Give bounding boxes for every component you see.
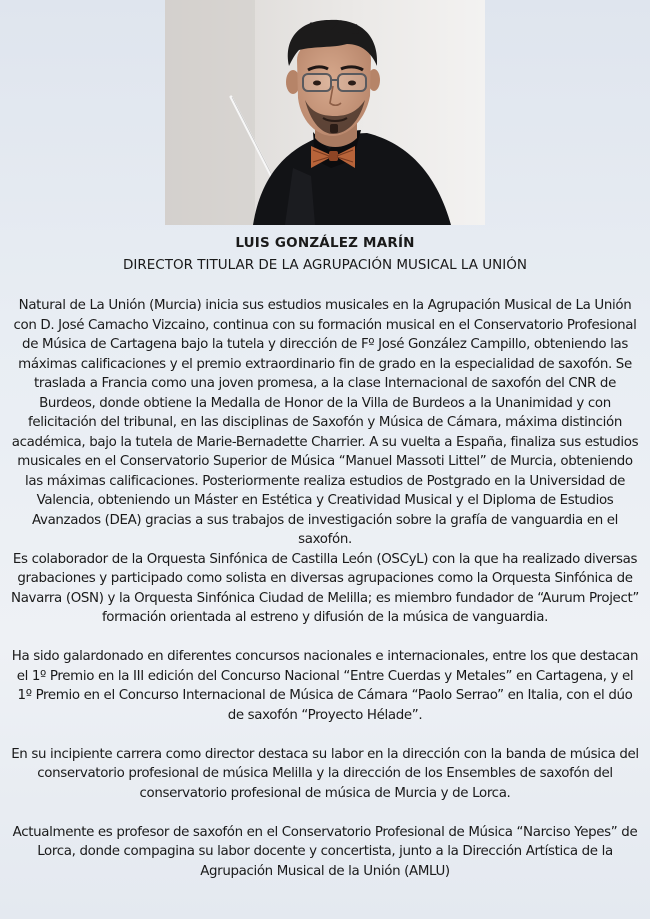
portrait-icon [165,0,485,225]
person-name: LUIS GONZÁLEZ MARÍN [235,235,415,251]
bio-paragraph-current: Actualmente es profesor de saxofón en el Conservatorio Profesional de Música “Narciso Yepes” de Lorca, donde compagina su labor docente y concertista, junto a la Dirección Artística de la Agrupación Musical de la Unión (AMLU) [12,824,638,879]
biography [8,296,642,881]
bio-paragraph-conducting: En su incipiente carrera como director destaca su labor en la dirección con la banda de música del conservatorio profesional de música Melilla y la dirección de los Ensembles de saxofón del conservatorio profesional de música de Murcia y de Lorca. [11,746,639,801]
conductor-photo [165,0,485,225]
person-title: DIRECTOR TITULAR DE LA AGRUPACIÓN MUSICAL LA UNIÓN [123,257,527,273]
bio-paragraph-awards: Ha sido galardonado en diferentes concursos nacionales e internacionales, entre los que destacan el 1º Premio en la III edición del Concurso Nacional “Entre Cuerdas y Metales” en Cartagena, y el 1º Premio en el Concurso Internacional de Música de Cámara “Paolo Serrao” en Italia, con el dúo de saxofón “Proyecto Hélade”. [11,649,639,723]
bio-paragraph-collaborations: Es colaborador de la Orquesta Sinfónica de Castilla León (OSCyL) con la que ha realizado diversas grabaciones y participado como solista en diversas agrupaciones como la Orquesta Sinfónica de Navarra (OSN) y la Orquesta Sinfónica Ciudad de Melilla; es miembro fundador de “Aurum Project” formación orientada al estreno y difusión de la música de vanguardia. [11,551,639,625]
bio-paragraph-studies: Natural de La Unión (Murcia) inicia sus estudios musicales en la Agrupación Musical de La Unión con D. José Camacho Vizcaino, continua con su formación musical en el Conservatorio Profesional de Música de Cartagena bajo la tutela y dirección de Fº José González Campillo, obteniendo las máximas calificaciones y el premio extraordinario fin de grado en la especialidad de saxofón. Se traslada a Francia como una joven promesa, a la clase Internacional de saxofón del CNR de Burdeos, donde obtiene la Medalla de Honor de la Villa de Burdeos a la Unanimidad y con felicitación del tribunal, en las disciplinas de Saxofón y Música de Cámara, máxima distinción académica, bajo la tutela de Marie-Bernadette Charrier. A su vuelta a España, finaliza sus estudios musicales en el Conservatorio Superior de Música “Manuel Massoti Littel” de Murcia, obteniendo las máximas calificaciones. Posteriormente realiza estudios de Postgrado en la Universidad de Valencia, obteniendo un Máster en Estética y Creatividad Musical y el Diploma de Estudios Avanzados (DEA) gracias a sus trabajos de investigación sobre la grafía de vanguardia en el saxofón. [11,298,639,547]
